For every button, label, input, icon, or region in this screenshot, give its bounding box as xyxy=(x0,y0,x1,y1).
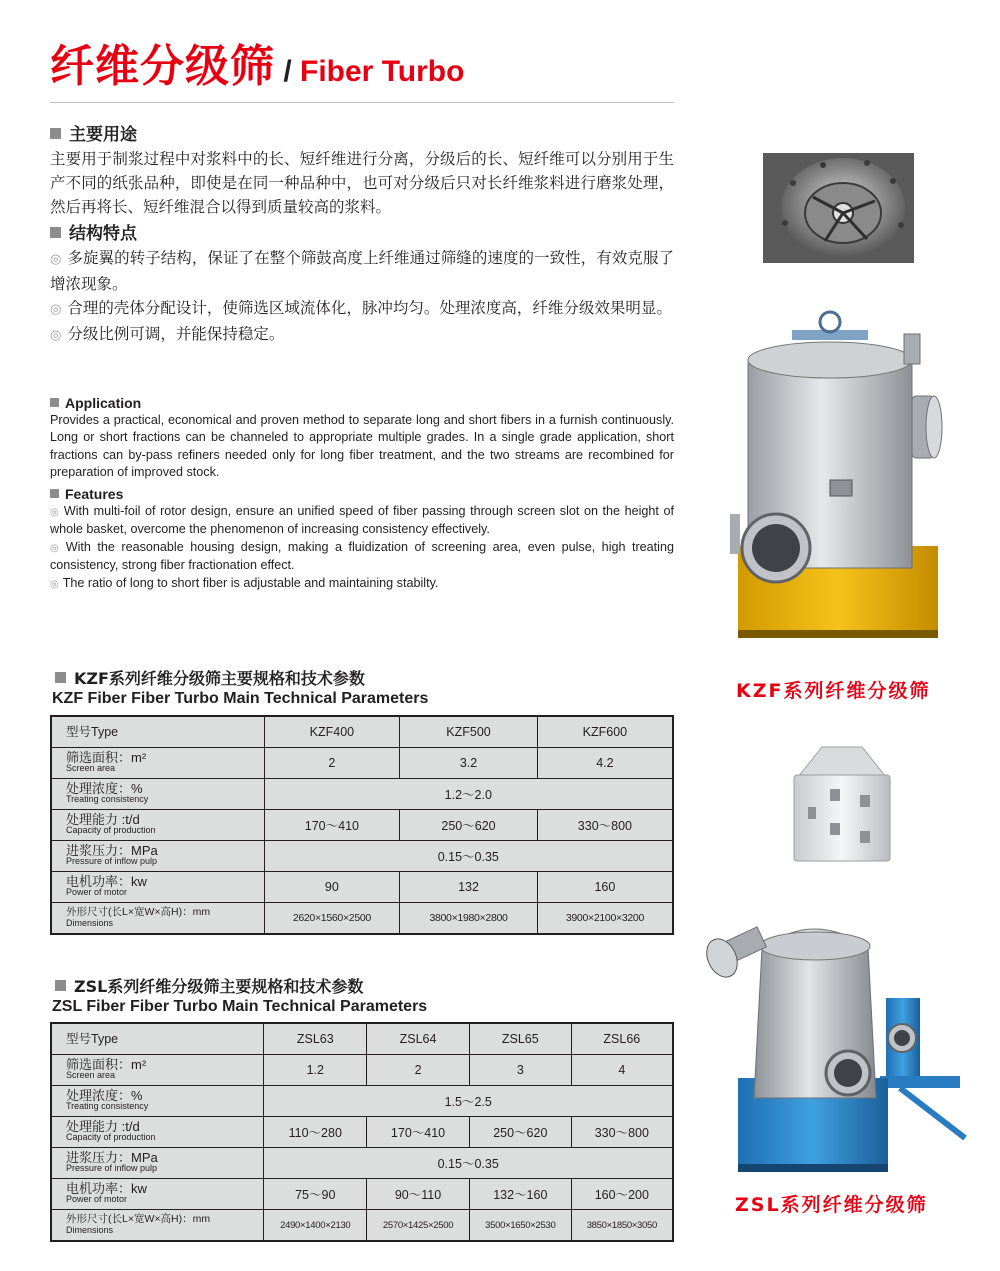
square-bullet-icon xyxy=(50,128,61,139)
table-cell: 0.15～0.35 xyxy=(264,841,673,872)
table-cell: 1.2～2.0 xyxy=(264,779,673,810)
table-cell: 75～90 xyxy=(264,1179,367,1210)
table-cell: 330～800 xyxy=(537,810,673,841)
kzf-spec-table xyxy=(50,715,674,935)
table-row xyxy=(51,841,673,872)
table-cell: 2 xyxy=(367,1055,470,1086)
table-cell: 3 xyxy=(469,1055,571,1086)
application-text: Provides a practical, economical and proven method to separate long and short fibers in a furnish continuously. Long or short fractions can be channeled to appropriate multiple grades. In a single grade application, short fractions can by-pass refiners needed only for long fiber treatment, and the two streams are recombined for preparation of improved stock. xyxy=(50,413,674,480)
row-label: 处理能力 :t/d Capacity of production xyxy=(51,810,264,841)
table-row xyxy=(51,810,673,841)
features-item: ◎ With the reasonable housing design, making a fluidization of screening area, even pulse, high treating consistency, strong fiber fractionation effect. xyxy=(50,539,674,573)
row-label: 处理浓度：% Treating consistency xyxy=(51,779,264,810)
title-cn: 纤维分级筛 xyxy=(50,41,275,92)
model-cell: KZF400 xyxy=(264,716,400,748)
table-row xyxy=(51,1086,673,1117)
application-heading: Application xyxy=(50,393,141,412)
zsl-machine-illustration xyxy=(700,908,975,1183)
table-row xyxy=(51,903,673,935)
table-cell: 90～110 xyxy=(367,1179,470,1210)
table-row xyxy=(51,748,673,779)
row-label: 进浆压力：MPa Pressure of inflow pulp xyxy=(51,1148,264,1179)
row-label: 筛选面积：m² Screen area xyxy=(51,1055,264,1086)
basket-illustration xyxy=(790,745,895,863)
table-cell: 1.2 xyxy=(264,1055,367,1086)
structure-item: ◎ 分级比例可调，并能保持稳定。 xyxy=(50,325,285,343)
row-label: 处理浓度：% Treating consistency xyxy=(51,1086,264,1117)
model-cell: ZSL64 xyxy=(367,1023,470,1055)
model-cell: ZSL65 xyxy=(469,1023,571,1055)
structure-heading: 结构特点 xyxy=(50,219,137,244)
title-separator: / xyxy=(275,55,301,88)
model-cell: KZF600 xyxy=(537,716,673,748)
table-cell: 160～200 xyxy=(571,1179,673,1210)
table-row xyxy=(51,872,673,903)
structure-item: ◎ 多旋翼的转子结构，保证了在整个筛鼓高度上纤维通过筛缝的速度的一致性，有效克服了增浓现象。 xyxy=(50,249,674,293)
page-title xyxy=(50,30,464,94)
row-label: 外形尺寸(长L×宽W×高H)：mm Dimensions xyxy=(51,1210,264,1242)
table-row xyxy=(51,1210,673,1242)
title-en: Fiber Turbo xyxy=(300,55,465,88)
title-divider xyxy=(50,102,674,103)
model-cell: ZSL66 xyxy=(571,1023,673,1055)
zsl-heading-cn: ZSL系列纤维分级筛主要规格和技术参数 xyxy=(55,974,363,997)
row-label: 电机功率：kw Power of motor xyxy=(51,1179,264,1210)
table-cell: 250～620 xyxy=(469,1117,571,1148)
type-label: 型号Type xyxy=(51,716,264,748)
table-row xyxy=(51,1117,673,1148)
rotor-photo xyxy=(763,153,914,263)
table-row xyxy=(51,716,673,748)
zsl-spec-table xyxy=(50,1022,674,1242)
table-cell: 2 xyxy=(264,748,400,779)
table-cell: 250～620 xyxy=(400,810,538,841)
model-cell: KZF500 xyxy=(400,716,538,748)
bullet-icon: ◎ xyxy=(50,578,59,590)
table-cell: 3500×1650×2530 xyxy=(469,1210,571,1242)
features-item: ◎ With multi-foil of rotor design, ensure an unified speed of fiber passing through screen slot on the height of whole basket, overcome the phenomenon of increasing consistency effectively. xyxy=(50,504,674,537)
basket-photo xyxy=(790,745,895,863)
zsl-machine-photo xyxy=(700,908,975,1183)
row-label: 外形尺寸(长L×宽W×高H)：mm Dimensions xyxy=(51,903,264,935)
rotor-illustration xyxy=(763,153,914,263)
table-row xyxy=(51,779,673,810)
table-cell: 2620×1560×2500 xyxy=(264,903,400,935)
row-label: 处理能力 :t/d Capacity of production xyxy=(51,1117,264,1148)
usage-heading: 主要用途 xyxy=(50,120,137,145)
bullet-icon: ◎ xyxy=(50,507,60,518)
table-cell: 4.2 xyxy=(537,748,673,779)
square-bullet-icon xyxy=(55,672,66,683)
bullet-icon: ◎ xyxy=(50,328,62,343)
table-cell: 0.15～0.35 xyxy=(264,1148,673,1179)
table-cell: 110～280 xyxy=(264,1117,367,1148)
table-row xyxy=(51,1148,673,1179)
square-bullet-icon xyxy=(55,980,66,991)
table-cell: 170～410 xyxy=(264,810,400,841)
structure-item: ◎ 合理的壳体分配设计，使筛选区域流体化，脉冲均匀。处理浓度高，纤维分级效果明显。 xyxy=(50,299,672,317)
table-cell: 132～160 xyxy=(469,1179,571,1210)
table-cell: 170～410 xyxy=(367,1117,470,1148)
model-cell: ZSL63 xyxy=(264,1023,367,1055)
bullet-icon: ◎ xyxy=(50,252,62,267)
table-cell: 3900×2100×3200 xyxy=(537,903,673,935)
table-cell: 3850×1850×3050 xyxy=(571,1210,673,1242)
square-bullet-icon xyxy=(50,227,61,238)
kzf-machine-illustration xyxy=(730,308,950,648)
bullet-icon: ◎ xyxy=(50,542,62,554)
row-label: 筛选面积：m² Screen area xyxy=(51,748,264,779)
square-bullet-icon xyxy=(50,489,59,498)
kzf-heading-en: KZF Fiber Fiber Turbo Main Technical Parameters xyxy=(52,690,429,707)
features-item: ◎ The ratio of long to short fiber is adjustable and maintaining stabilty. xyxy=(50,575,439,590)
table-cell: 132 xyxy=(400,872,538,903)
table-row xyxy=(51,1055,673,1086)
table-cell: 160 xyxy=(537,872,673,903)
kzf-heading-cn: KZF系列纤维分级筛主要规格和技术参数 xyxy=(55,666,365,689)
type-label: 型号Type xyxy=(51,1023,264,1055)
features-heading: Features xyxy=(50,484,123,503)
table-cell: 2570×1425×2500 xyxy=(367,1210,470,1242)
structure-list xyxy=(50,246,674,348)
usage-text: 主要用于制浆过程中对浆料中的长、短纤维进行分离，分级后的长、短纤维可以分别用于生产不同的纸张品种，即使是在同一种品种中，也可对分级后只对长纤维浆料进行磨浆处理，然后再将长、短纤维混合以得到质量较高的浆料。 xyxy=(50,150,674,216)
table-cell: 90 xyxy=(264,872,400,903)
table-cell: 2490×1400×2130 xyxy=(264,1210,367,1242)
zsl-caption: ZSL系列纤维分级筛 xyxy=(735,1194,928,1216)
kzf-caption: KZF系列纤维分级筛 xyxy=(736,680,931,702)
kzf-machine-photo xyxy=(730,308,950,648)
row-label: 电机功率：kw Power of motor xyxy=(51,872,264,903)
square-bullet-icon xyxy=(50,398,59,407)
table-cell: 3800×1980×2800 xyxy=(400,903,538,935)
features-list xyxy=(50,503,674,593)
table-cell: 4 xyxy=(571,1055,673,1086)
table-row xyxy=(51,1023,673,1055)
table-row xyxy=(51,1179,673,1210)
table-cell: 330～800 xyxy=(571,1117,673,1148)
bullet-icon: ◎ xyxy=(50,302,62,317)
row-label: 进浆压力：MPa Pressure of inflow pulp xyxy=(51,841,264,872)
table-cell: 1.5～2.5 xyxy=(264,1086,673,1117)
zsl-heading-en: ZSL Fiber Fiber Turbo Main Technical Parameters xyxy=(52,998,428,1015)
table-cell: 3.2 xyxy=(400,748,538,779)
